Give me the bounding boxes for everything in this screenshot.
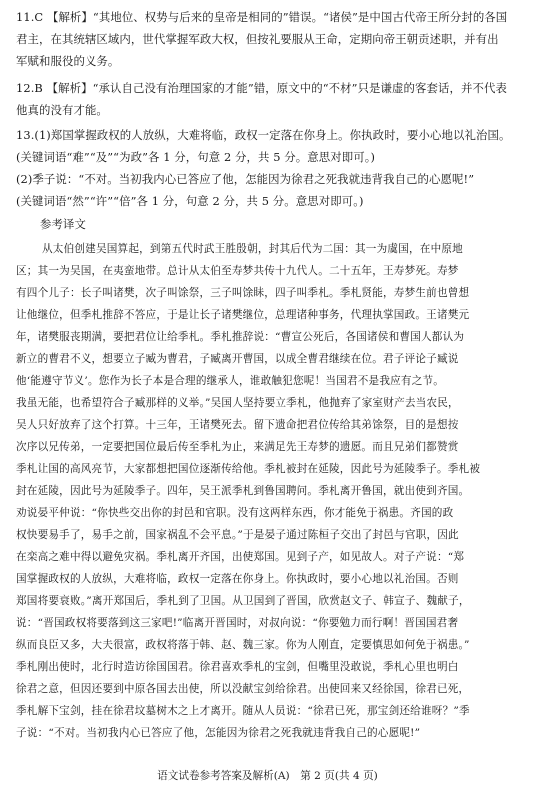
answer-11-line: 君主，在其统辖区域内，世代掌握军政大权，但按礼要服从王命，定期向帝王朝贡述职，并有出 bbox=[16, 32, 499, 46]
answer-12-line: 他真的没有才能。 bbox=[16, 103, 108, 117]
translation-line: 国掌握政权的人放纵，大难将临，政权一定落在你身上。你执政时，要小心地以礼治国。否则 bbox=[16, 573, 459, 585]
answer-11-line: 11.C 【解析】“其地位、权势与后来的皇帝是相同的”错误。“诸侯”是中国古代帝王所分封的各国 bbox=[16, 10, 508, 24]
translation-line: 年，诸樊服丧期满，要把君位让给季札。季札推辞说：“曹宣公死后，各国诸侯和曹国人都认为 bbox=[16, 331, 465, 343]
translation-line: 封在延陵，因此号为延陵季子。四年，吴王派季札到鲁国聘问。季札离开鲁国，就出使到齐国。 bbox=[16, 485, 470, 497]
translation-line: 我虽无能，也希望符合子臧那样的义举。”吴国人坚持要立季札，他抛弃了家室财产去当农民， bbox=[16, 397, 459, 409]
translation-line: 纵而良臣又多，大夫很富，政权将落于韩、赵、魏三家。你为人刚直，定要慎思如何免于祸患。” bbox=[16, 639, 470, 651]
translation-line: 权快要易手了，易手之前，国家祸乱不会平息。”于是晏子通过陈桓子交出了封邑与官职，因此 bbox=[16, 529, 459, 541]
answer-13-line: 13.(1)郑国掌握政权的人放纵，大难将临，政权一定落在你身上。你执政时，要小心地以礼治国。 bbox=[16, 128, 511, 142]
translation-line: 子说：“不对。当初我内心已答应了他，怎能因为徐君之死我就违背我自己的心愿呢!” bbox=[16, 727, 421, 739]
translation-line: 郑国将要衰败。”离开郑国后，季札到了卫国。从卫国到了晋国，欣赏赵文子、韩宣子、魏献子， bbox=[16, 595, 470, 607]
translation-line: 区；其一为吴国，在夷蛮地带。总计从太伯至寿梦共传十九代人。二十五年，王寿梦死。寿梦 bbox=[16, 265, 459, 277]
translation-line: 他‘能遵守节义’。您作为长子本是合理的继承人，谁敢触犯您呢！当国君不是我应有之节。 bbox=[16, 375, 445, 387]
translation-line: 有四个儿子：长子叫诸樊，次子叫馀祭，三子叫馀眛，四子叫季札。季札贤能，寿梦生前也曾想 bbox=[16, 287, 470, 299]
page-footer: 语文试卷参考答案及解析(A) 第 2 页(共 4 页) bbox=[157, 770, 378, 782]
translation-line: 季札解下宝剑，挂在徐君坟墓树木之上才离开。随从人员说：“徐君已死，那宝剑还给谁呀？”季 bbox=[16, 705, 470, 717]
translation-line: 让他继位，但季札推辞不答应，于是让长子诸樊继位，总理诸种事务，代理执掌国政。王诸樊元 bbox=[16, 309, 470, 321]
translation-line: 季札刚出使时，北行时造访徐国国君。徐君喜欢季札的宝剑，但嘴里没敢说，季札心里也明白 bbox=[16, 661, 459, 673]
translation-line: 季札让国的高风亮节，大家都想把国位逐渐传给他。季札被封在延陵，因此号为延陵季子。季札被 bbox=[16, 463, 481, 475]
answer-11-line: 军赋和服役的义务。 bbox=[16, 54, 120, 68]
answer-13-scoring: (关键词语“难”“及”“为政”各 1 分，句意 2 分，共 5 分。意思对即可。) bbox=[16, 150, 376, 164]
translation-line: 次序以兄传弟，一定要把国位最后传至季札为止，来满足先王寿梦的遗愿。而且兄弟们都赞赏 bbox=[16, 441, 459, 453]
translation-line: 劝说晏平仲说：“你快些交出你的封邑和官职。没有这两样东西，你才能免于祸患。齐国的政 bbox=[16, 507, 454, 519]
answer-12-line: 12.B 【解析】“承认自己没有治理国家的才能”错，原文中的“不材”只是谦虚的客套话，并不代表 bbox=[16, 81, 507, 95]
translation-line: 说：“晋国政权将要落到这三家吧!”临离开晋国时，对叔向说：“你要勉力而行啊！晋国国君奢 bbox=[16, 617, 459, 629]
translation-line: 徐君之意，但因还要到中原各国去出使，所以没献宝剑给徐君。出使回来又经徐国，徐君已死， bbox=[16, 683, 470, 695]
translation-line: 新立的曹君不义，想要立子臧为曹君，子臧离开曹国，以成全曹君继续在位。君子评论子臧说 bbox=[16, 353, 459, 365]
translation-line: 从太伯创建吴国算起，到第五代时武王胜殷朝，封其后代为二国：其一为虞国，在中原地 bbox=[42, 243, 463, 255]
reference-translation-title: 参考译文 bbox=[40, 217, 86, 231]
translation-line: 在栾高之难中得以避免灾祸。季札离开齐国，出使郑国。见到子产，如见故人。对子产说：“郑 bbox=[16, 551, 465, 563]
answer-13-scoring: (关键词语“然”“许”“倍”各 1 分，句意 2 分，共 5 分。意思对即可。) bbox=[16, 194, 364, 208]
answer-13-line: (2)季子说：“不对。当初我内心已答应了他，怎能因为徐君之死我就违背我自己的心愿呢!” bbox=[16, 172, 475, 186]
translation-line: 吴人只好放弃了这个打算。十三年，王诸樊死去。留下遗命把君位传给其弟馀祭，目的是想按 bbox=[16, 419, 459, 431]
